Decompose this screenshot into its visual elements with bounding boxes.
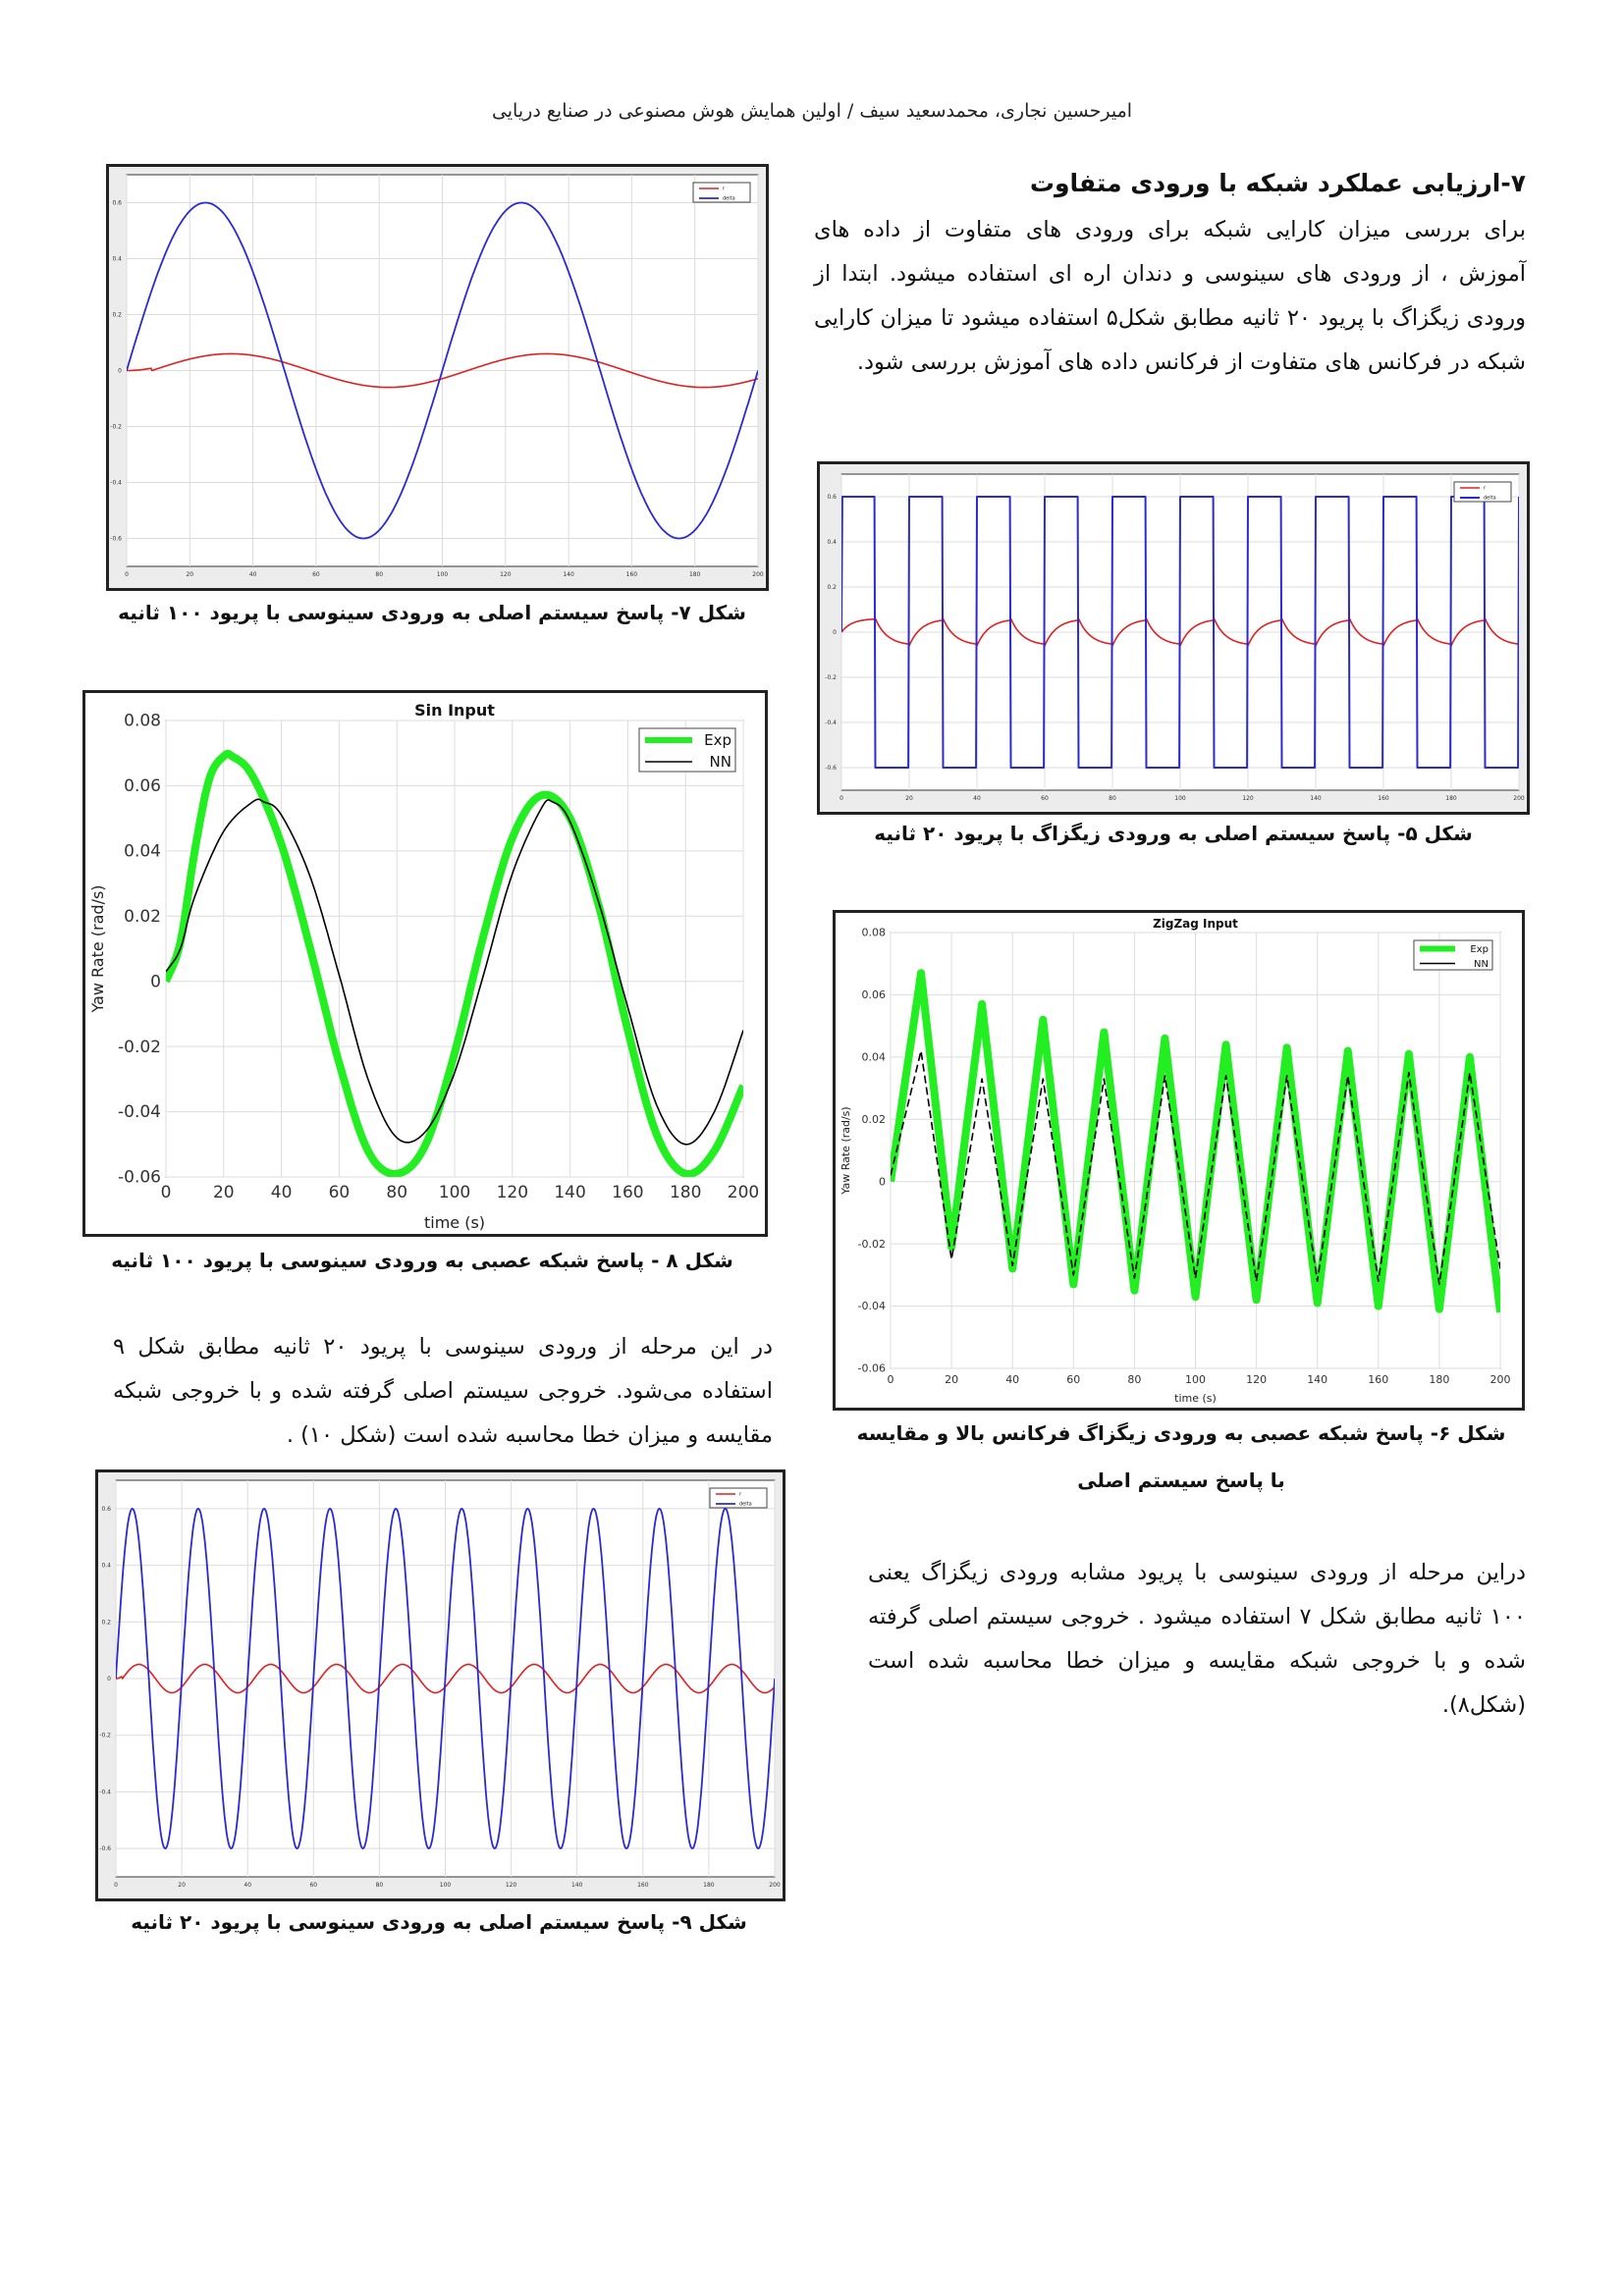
y-tick-label: 0.4 <box>112 255 122 263</box>
figure-6-caption-line-2: با پاسخ سیستم اصلی <box>1077 1468 1285 1492</box>
x-tick-label: 200 <box>727 1183 760 1202</box>
x-tick-label: 60 <box>1066 1373 1081 1386</box>
x-tick-label: 20 <box>212 1183 235 1202</box>
legend-label: r <box>1484 485 1487 492</box>
x-tick-label: 160 <box>1368 1373 1389 1386</box>
y-tick-label: 0.08 <box>861 926 886 939</box>
x-tick-label: 0 <box>114 1882 118 1889</box>
x-tick-label: 40 <box>973 795 981 802</box>
y-tick-label: -0.6 <box>825 765 837 772</box>
x-tick-label: 80 <box>386 1183 408 1202</box>
paragraph-1: برای بررسی میزان کارایی شبکه برای ورودی های متفاوت از داده های آموزش ، از ورودی های سینوسی و دندان اره ای استفاده میشود. ابتدا از ورودی زیگزاگ با پریود ۲۰ ثانیه مطابق شکل۵ استفاده میشود تا میزان کارایی شبکه در فرکانس های متفاوت از فرکانس داده های آموزش بررسی شود. <box>814 217 1526 375</box>
y-tick-label: -0.02 <box>118 1037 161 1057</box>
legend-label: NN <box>1474 958 1489 970</box>
paragraph-3: در این مرحله از ورودی سینوسی با پریود ۲۰ ثانیه مطابق شکل ۹ استفاده می‌شود. خروجی سیستم اصلی گرفته شده و با خروجی شبکه مقایسه و میزان خطا محاسبه شده است (شکل ۱۰) . <box>113 1334 773 1448</box>
legend-label: delta <box>1484 495 1496 502</box>
x-tick-label: 0 <box>839 795 843 802</box>
y-tick-label: 0.08 <box>124 711 161 731</box>
figure-5 <box>817 461 1530 815</box>
x-tick-label: 60 <box>1041 795 1049 802</box>
series-line-delta <box>841 497 1519 768</box>
x-tick-label: 180 <box>1429 1373 1450 1386</box>
y-tick-label: 0.2 <box>101 1619 111 1627</box>
x-tick-label: 200 <box>1513 795 1525 802</box>
legend-box <box>710 1488 767 1508</box>
x-tick-label: 80 <box>1109 795 1116 802</box>
y-tick-label: 0.6 <box>112 199 122 207</box>
figure-8-caption: شکل ۸ - پاسخ شبکه عصبی به ورودی سینوسی با پریود ۱۰۰ ثانیه <box>111 1249 733 1272</box>
y-tick-label: 0.6 <box>827 494 837 501</box>
figure-6-caption-line-1: شکل ۶- پاسخ شبکه عصبی به ورودی زیگزاگ فرکانس بالا و مقایسه <box>856 1421 1506 1445</box>
y-tick-label: -0.2 <box>99 1732 111 1739</box>
running-header: امیرحسین نجاری، محمدسعید سیف / اولین همایش هوش مصنوعی در صنایع دریایی <box>491 100 1133 122</box>
y-tick-label: 0.04 <box>124 841 161 862</box>
y-tick-label: -0.2 <box>110 423 122 431</box>
x-tick-label: 200 <box>1489 1373 1511 1386</box>
legend-label: Exp <box>704 731 731 749</box>
y-tick-label: 0 <box>879 1175 886 1189</box>
x-tick-label: 160 <box>637 1882 649 1889</box>
x-tick-label: 40 <box>270 1183 293 1202</box>
y-tick-label: 0.4 <box>827 539 837 546</box>
y-tick-label: 0.04 <box>861 1050 886 1064</box>
x-tick-label: 120 <box>505 1882 517 1889</box>
legend-label: delta <box>723 195 735 202</box>
paragraph-2: دراین مرحله از ورودی سینوسی با پریود مشابه ورودی زیگزاگ یعنی ۱۰۰ ثانیه مطابق شکل ۷ استفاده میشود . خروجی سیستم اصلی گرفته شده و با خروجی شبکه مقایسه و میزان خطا محاسبه شده است (شکل۸). <box>868 1560 1526 1718</box>
figure-8 <box>82 690 768 1237</box>
legend-label: r <box>739 1491 742 1498</box>
legend-label: Exp <box>1470 943 1489 955</box>
y-tick-label: 0.2 <box>827 584 837 591</box>
x-tick-label: 100 <box>439 1882 452 1889</box>
y-tick-label: 0 <box>107 1676 111 1682</box>
x-tick-label: 100 <box>1174 795 1186 802</box>
x-tick-label: 140 <box>563 571 574 578</box>
x-tick-label: 20 <box>178 1882 186 1889</box>
x-tick-label: 180 <box>688 571 701 578</box>
x-tick-label: 0 <box>125 571 129 578</box>
x-tick-label: 180 <box>1445 795 1457 802</box>
legend-label: r <box>723 186 726 192</box>
y-tick-label: -0.2 <box>825 674 837 681</box>
x-tick-label: 120 <box>1246 1373 1268 1386</box>
figure-5-caption: شکل ۵- پاسخ سیستم اصلی به ورودی زیگزاگ با پریود ۲۰ ثانیه <box>874 822 1473 845</box>
y-tick-label: 0.06 <box>124 776 161 797</box>
y-tick-label: 0 <box>833 629 837 636</box>
x-tick-label: 20 <box>945 1373 959 1386</box>
x-axis-label: time (s) <box>423 1213 486 1232</box>
figure-6-plot <box>836 913 1522 1408</box>
legend-label: delta <box>739 1501 752 1508</box>
y-tick-label: 0.02 <box>124 906 161 927</box>
x-tick-label: 100 <box>438 1183 471 1202</box>
x-tick-label: 40 <box>248 571 257 578</box>
x-tick-label: 60 <box>309 1882 318 1889</box>
y-axis-label: Yaw Rate (rad/s) <box>88 884 107 1013</box>
y-axis-label: Yaw Rate (rad/s) <box>839 1106 852 1195</box>
x-tick-label: 80 <box>375 571 384 578</box>
x-tick-label: 140 <box>570 1882 583 1889</box>
x-tick-label: 140 <box>1307 1373 1328 1386</box>
x-tick-label: 180 <box>703 1882 715 1889</box>
y-tick-label: -0.02 <box>857 1237 886 1251</box>
y-tick-label: -0.4 <box>110 479 122 487</box>
x-tick-label: 140 <box>1310 795 1322 802</box>
legend-box <box>693 183 750 202</box>
chart-title: ZigZag Input <box>1153 917 1238 931</box>
y-tick-label: -0.4 <box>99 1789 111 1796</box>
x-axis-label: time (s) <box>1174 1392 1217 1405</box>
y-tick-label: -0.04 <box>857 1300 886 1313</box>
y-tick-label: 0.06 <box>861 988 886 1002</box>
y-tick-label: -0.04 <box>118 1102 161 1123</box>
x-tick-label: 40 <box>1005 1373 1020 1386</box>
x-tick-label: 80 <box>375 1882 384 1889</box>
x-tick-label: 180 <box>669 1183 702 1202</box>
figure-9 <box>95 1469 785 1901</box>
x-tick-label: 0 <box>887 1373 894 1386</box>
x-tick-label: 120 <box>496 1183 529 1202</box>
figure-9-plot <box>98 1472 783 1898</box>
x-tick-label: 160 <box>625 571 638 578</box>
x-tick-label: 120 <box>1242 795 1254 802</box>
y-tick-label: 0.6 <box>101 1505 111 1513</box>
x-tick-label: 120 <box>500 571 512 578</box>
x-tick-label: 160 <box>1378 795 1389 802</box>
y-tick-label: 0 <box>118 367 122 375</box>
x-tick-label: 140 <box>554 1183 586 1202</box>
y-tick-label: 0.02 <box>861 1112 886 1126</box>
figure-7 <box>106 164 769 591</box>
y-tick-label: -0.06 <box>857 1362 886 1375</box>
x-tick-label: 40 <box>244 1882 252 1889</box>
x-tick-label: 80 <box>1127 1373 1142 1386</box>
chart-title: Sin Input <box>414 701 495 720</box>
x-tick-label: 0 <box>160 1183 172 1202</box>
x-tick-label: 60 <box>328 1183 351 1202</box>
x-tick-label: 20 <box>186 571 194 578</box>
x-tick-label: 160 <box>612 1183 644 1202</box>
y-tick-label: -0.4 <box>825 720 837 726</box>
x-tick-label: 100 <box>436 571 449 578</box>
figure-7-plot <box>109 167 766 588</box>
legend-label: NN <box>709 753 731 771</box>
figure-7-caption: شکل ۷- پاسخ سیستم اصلی به ورودی سینوسی با پریود ۱۰۰ ثانیه <box>118 601 746 624</box>
figure-8-plot <box>85 693 765 1234</box>
y-tick-label: 0.2 <box>112 311 122 319</box>
y-tick-label: -0.6 <box>110 535 122 543</box>
x-tick-label: 100 <box>1185 1373 1206 1386</box>
figure-5-plot <box>820 464 1527 812</box>
section-heading: ۷-ارزیابی عملکرد شبکه با ورودی متفاوت <box>1029 169 1526 197</box>
y-tick-label: -0.6 <box>99 1845 111 1853</box>
x-tick-label: 200 <box>769 1882 781 1889</box>
x-tick-label: 60 <box>312 571 320 578</box>
y-tick-label: 0 <box>150 972 161 992</box>
y-tick-label: 0.4 <box>101 1562 111 1570</box>
figure-9-caption: شکل ۹- پاسخ سیستم اصلی به ورودی سینوسی با پریود ۲۰ ثانیه <box>131 1910 747 1934</box>
figure-6 <box>833 910 1525 1411</box>
y-tick-label: -0.06 <box>118 1167 161 1188</box>
x-tick-label: 200 <box>752 571 764 578</box>
x-tick-label: 20 <box>905 795 913 802</box>
